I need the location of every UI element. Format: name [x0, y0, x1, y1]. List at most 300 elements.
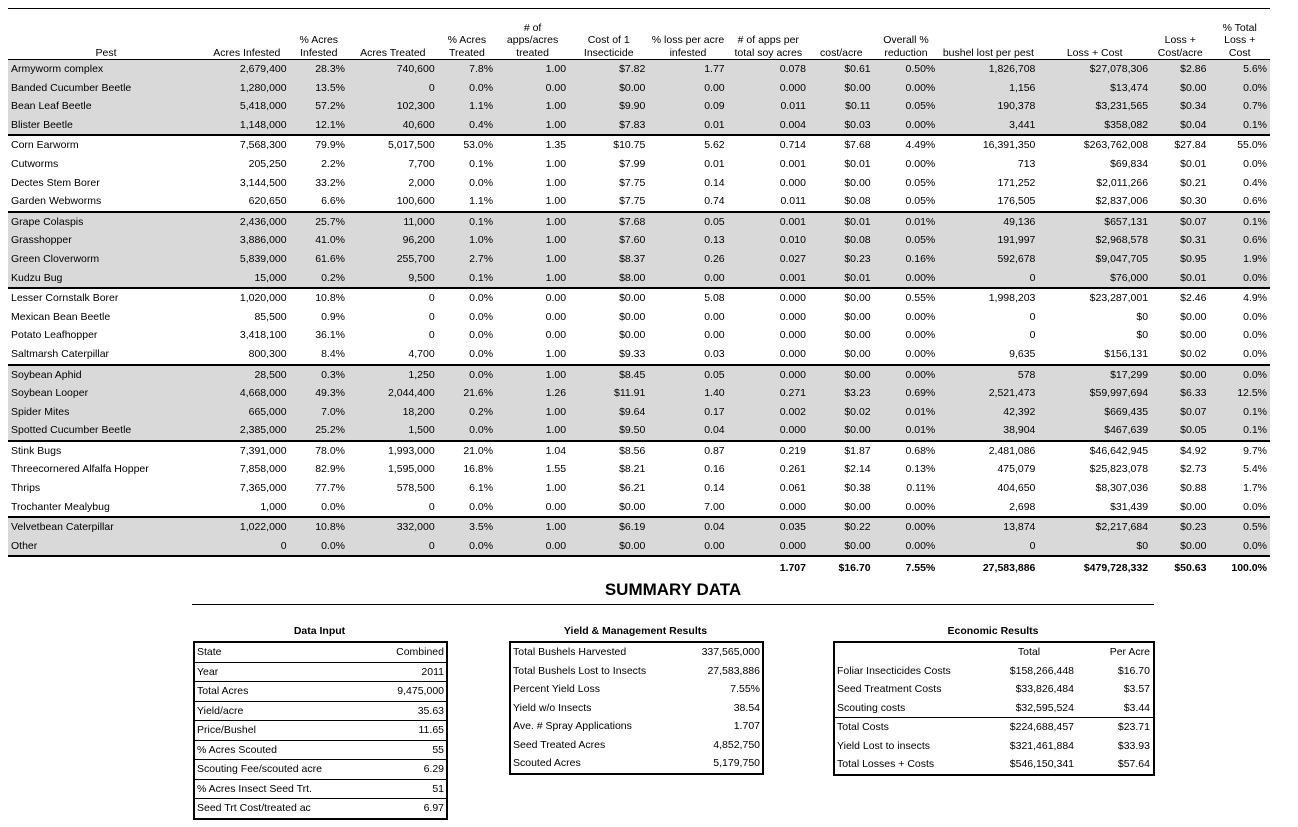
total-cell [204, 556, 290, 579]
table-cell: $2,217,684 [1038, 517, 1151, 537]
table-cell: 16.8% [463, 463, 494, 476]
table-cell: $4.92 [1180, 444, 1207, 457]
table-cell: 1.04 [545, 444, 567, 457]
table-row [8, 537, 1270, 557]
col-header: # of apps per total soy acres [728, 9, 809, 60]
table-cell: 0.87 [704, 444, 725, 457]
data-input-value: Combined [364, 642, 447, 662]
table-cell: 0 [348, 498, 438, 518]
table-cell: 6.1% [469, 482, 494, 495]
table-cell: 3,144,500 [239, 176, 287, 189]
table-cell: 0.0% [1243, 310, 1267, 323]
pest-name-cell: Potato Leafhopper [11, 329, 98, 342]
yield-value: 7.55% [730, 683, 760, 696]
table-cell: 8.4% [290, 345, 348, 365]
table-cell: 0.1% [1209, 421, 1270, 441]
table-cell: 0.00 [545, 310, 567, 323]
pest-name-cell: Dectes Stem Borer [11, 176, 100, 189]
econ-row [834, 737, 1154, 756]
total-cell [438, 556, 496, 579]
table-cell: 102,300 [348, 97, 438, 116]
pest-name-cell: Trochanter Mealybug [8, 498, 204, 518]
table-cell: 0.000 [728, 498, 809, 518]
yield-results-title: Yield & Management Results [563, 625, 708, 637]
table-row [8, 231, 1270, 250]
table-cell: 1,595,000 [387, 463, 435, 476]
data-input-row [194, 662, 447, 682]
yield-value: 1.707 [733, 720, 760, 733]
col-header: bushel lost per pest [938, 9, 1038, 60]
table-cell: 1.00 [496, 345, 569, 365]
yield-value: 4,852,750 [713, 738, 760, 751]
table-row [8, 308, 1270, 327]
table-cell: 0.0% [438, 79, 496, 98]
data-input-value: 55 [364, 740, 447, 760]
table-cell: 740,600 [348, 60, 438, 79]
col-header: % Total Loss + Cost [1209, 9, 1270, 60]
table-cell: 0.261 [779, 463, 806, 476]
table-cell: $2.14 [844, 463, 871, 476]
table-cell: $0.00 [569, 537, 648, 557]
col-header: % Acres Infested [290, 9, 348, 60]
yield-row [510, 642, 763, 662]
table-cell: $2.73 [1180, 463, 1207, 476]
table-cell: 1.26 [496, 384, 569, 403]
econ-header-blank [834, 642, 982, 662]
data-input-value: 6.97 [364, 799, 447, 819]
table-cell: $0.00 [1151, 498, 1209, 518]
yield-value: 5,179,750 [713, 757, 760, 770]
table-cell: 33.2% [315, 176, 345, 189]
table-cell: 1.0% [438, 231, 496, 250]
table-row [8, 79, 1270, 98]
table-cell: 12.5% [1209, 384, 1270, 403]
table-cell: 15,000 [204, 269, 290, 289]
table-cell: 0.00 [496, 79, 569, 98]
table-cell: 0.00 [704, 310, 725, 323]
data-input-label: Year [194, 662, 364, 682]
yield-value: 27,583,886 [707, 664, 760, 677]
table-cell: 0.00% [874, 345, 939, 365]
table-cell: 0.1% [1209, 116, 1270, 136]
summary-title: SUMMARY DATA [192, 580, 1154, 605]
table-cell: 475,079 [997, 463, 1036, 476]
table-cell: $0.01 [1151, 269, 1209, 289]
table-cell: 0.0% [469, 310, 494, 323]
table-cell: 1.00 [496, 231, 569, 250]
total-cell: 27,583,886 [982, 562, 1036, 575]
table-cell: 0.011 [728, 192, 809, 212]
table-cell: $0.22 [809, 517, 874, 537]
table-cell: 404,650 [997, 482, 1036, 495]
table-cell: $0.07 [1151, 403, 1209, 422]
table-cell: 0 [1029, 329, 1036, 342]
table-cell: 2.7% [438, 250, 496, 269]
table-cell: $9.90 [569, 97, 648, 116]
total-cell: 100.0% [1231, 562, 1267, 575]
table-cell: 0.0% [469, 329, 494, 342]
table-cell: 0.1% [1209, 403, 1270, 422]
table-cell: 100,600 [348, 192, 438, 212]
table-cell: 0.0% [1209, 365, 1270, 385]
table-cell: $0.04 [1151, 116, 1209, 136]
table-cell: $25,823,078 [1089, 463, 1149, 476]
table-cell: $17,299 [1038, 365, 1151, 385]
pest-name-cell: Velvetbean Caterpillar [8, 517, 204, 537]
table-cell: 1.00 [496, 365, 569, 385]
table-row [8, 269, 1270, 289]
table-cell: 0.03 [648, 345, 727, 365]
table-cell: 96,200 [348, 231, 438, 250]
table-cell: $6.33 [1151, 384, 1209, 403]
pest-name-cell: Soybean Looper [8, 384, 204, 403]
total-cell [290, 556, 348, 579]
table-cell: $0.00 [809, 345, 874, 365]
table-row [8, 441, 1270, 461]
table-cell: $6.21 [619, 482, 646, 495]
table-cell: $8.45 [569, 365, 648, 385]
table-cell: 40,600 [348, 116, 438, 136]
econ-label: Foliar Insecticides Costs [837, 664, 951, 677]
table-cell: $9.50 [569, 421, 648, 441]
table-row [8, 517, 1270, 537]
table-row [8, 135, 1270, 155]
table-cell: 0.00% [874, 116, 939, 136]
table-cell: 0.00% [874, 269, 939, 289]
econ-row [834, 718, 1154, 737]
econ-label: Yield Lost to insects [837, 739, 930, 752]
pest-name-cell: Blister Beetle [8, 116, 204, 136]
econ-total: $33,826,484 [1015, 683, 1074, 696]
table-cell: $9.33 [569, 345, 648, 365]
table-row [8, 365, 1270, 385]
totals-row [8, 556, 1270, 579]
table-cell: 592,678 [938, 250, 1038, 269]
table-cell: 0.74 [648, 192, 727, 212]
table-cell: $7.99 [619, 157, 646, 170]
table-cell: 0.00 [648, 537, 727, 557]
table-cell: 82.9% [315, 463, 345, 476]
table-cell: $0.00 [809, 537, 874, 557]
econ-row [834, 755, 1154, 775]
table-cell: 0 [428, 292, 435, 305]
table-cell: 0 [938, 537, 1038, 557]
table-cell: 1,148,000 [204, 116, 290, 136]
table-cell: 1.00 [496, 421, 569, 441]
econ-per-acre: $16.70 [1117, 664, 1150, 677]
table-cell: 9.7% [1243, 444, 1267, 457]
table-cell: 49,136 [938, 212, 1038, 232]
table-cell: 0.9% [321, 310, 345, 323]
table-cell: 5.6% [1209, 60, 1270, 79]
table-cell: $0.07 [1151, 212, 1209, 232]
table-cell: $8.00 [569, 269, 648, 289]
table-cell: 800,300 [204, 345, 290, 365]
table-cell: 713 [1017, 157, 1036, 170]
table-cell: $46,642,945 [1089, 444, 1149, 457]
table-cell: 0.13 [648, 231, 727, 250]
table-cell: 0.00 [648, 79, 727, 98]
table-cell: 13.5% [290, 79, 348, 98]
yield-label: Ave. # Spray Applications [513, 720, 632, 733]
total-cell [8, 556, 204, 579]
table-cell: 5,839,000 [204, 250, 290, 269]
table-cell: $657,131 [1038, 212, 1151, 232]
table-cell: 0.0% [469, 292, 494, 305]
pest-name-cell: Spotted Cucumber Beetle [8, 421, 204, 441]
yield-row [510, 680, 763, 699]
table-cell: 2,481,086 [988, 444, 1036, 457]
data-input-label: Seed Trt Cost/treated ac [194, 799, 364, 819]
econ-per-acre: $33.93 [1117, 739, 1150, 752]
table-cell: 0.00 [545, 329, 567, 342]
yield-label: Yield w/o Insects [513, 701, 592, 714]
table-cell: $27,078,306 [1038, 60, 1151, 79]
table-cell: $467,639 [1038, 421, 1151, 441]
table-cell: $0.11 [809, 97, 874, 116]
table-cell: 53.0% [463, 139, 494, 152]
table-cell: 2,698 [938, 498, 1038, 518]
table-cell: $7.75 [619, 176, 646, 189]
table-cell: 7.0% [290, 403, 348, 422]
table-cell: 1.00 [496, 517, 569, 537]
data-input-value: 6.29 [364, 760, 447, 780]
pest-name-cell: Banded Cucumber Beetle [8, 79, 204, 98]
table-cell: 41.0% [290, 231, 348, 250]
data-input-row [194, 701, 447, 721]
pest-name-cell: Spider Mites [8, 403, 204, 422]
table-row [8, 192, 1270, 212]
table-cell: 0.2% [290, 269, 348, 289]
table-cell: 0.05% [874, 97, 939, 116]
table-cell: 25.7% [290, 212, 348, 232]
table-cell: 5,017,500 [387, 139, 435, 152]
table-cell: 0.01% [874, 421, 939, 441]
col-header: Pest [8, 9, 204, 60]
table-cell: 0.0% [290, 537, 348, 557]
pest-name-cell: Soybean Aphid [8, 365, 204, 385]
table-cell: 0.000 [779, 292, 806, 305]
table-cell: $8.37 [569, 250, 648, 269]
table-cell: 1.35 [545, 139, 567, 152]
econ-total: $158,266,448 [1009, 664, 1074, 677]
table-cell: 0.0% [438, 421, 496, 441]
table-cell: 0.00% [905, 329, 936, 342]
table-cell: 0.01% [874, 403, 939, 422]
table-cell: $0.03 [809, 116, 874, 136]
col-header: % loss per acre infested [648, 9, 727, 60]
table-row [8, 345, 1270, 365]
table-cell: $0.30 [1151, 192, 1209, 212]
table-cell: 0.00 [704, 329, 725, 342]
table-cell: 0.6% [1209, 192, 1270, 212]
table-row [8, 288, 1270, 308]
table-cell: 1,993,000 [387, 444, 435, 457]
table-cell: $9,047,705 [1038, 250, 1151, 269]
table-cell: $0.08 [809, 231, 874, 250]
table-row [8, 116, 1270, 136]
data-input-value: 2011 [364, 662, 447, 682]
table-cell: 1.00 [496, 269, 569, 289]
table-cell: 78.0% [315, 444, 345, 457]
data-input-value: 51 [364, 779, 447, 799]
table-cell: 0.00 [545, 292, 567, 305]
table-cell: 0.4% [438, 116, 496, 136]
table-cell: 85,500 [254, 310, 287, 323]
table-cell: 0.01 [648, 116, 727, 136]
table-cell: $7.83 [569, 116, 648, 136]
table-cell: $27.84 [1174, 139, 1207, 152]
table-cell: $0.31 [1151, 231, 1209, 250]
econ-label: Total Costs [837, 721, 889, 734]
table-cell: 1,022,000 [204, 517, 290, 537]
table-cell: $0.00 [1151, 537, 1209, 557]
col-header: # of apps/acres treated [496, 9, 569, 60]
table-cell: 0.010 [728, 231, 809, 250]
econ-per-acre: $3.57 [1123, 683, 1150, 696]
table-cell: 3.5% [438, 517, 496, 537]
table-cell: 21.6% [438, 384, 496, 403]
table-cell: $1.87 [844, 444, 871, 457]
table-cell: 5.62 [704, 139, 725, 152]
yield-row [510, 662, 763, 681]
data-input-row [194, 721, 447, 741]
table-cell: 0.55% [905, 292, 936, 305]
table-cell: 0.0% [438, 537, 496, 557]
yield-row [510, 699, 763, 718]
table-cell: 0.26 [648, 250, 727, 269]
pest-name-cell: Armyworm complex [8, 60, 204, 79]
table-cell: $0.61 [809, 60, 874, 79]
table-cell: $263,762,008 [1083, 139, 1149, 152]
table-cell: 0.00% [874, 517, 939, 537]
table-cell: 61.6% [290, 250, 348, 269]
table-cell: $13,474 [1038, 79, 1151, 98]
table-cell: $2.46 [1180, 292, 1207, 305]
table-cell: 0.3% [290, 365, 348, 385]
table-cell: 4.9% [1243, 292, 1267, 305]
table-cell: $156,131 [1038, 345, 1151, 365]
table-cell: $3,231,565 [1038, 97, 1151, 116]
table-cell: 1.00 [545, 176, 567, 189]
table-cell: $0.00 [809, 421, 874, 441]
table-cell: $0.34 [1151, 97, 1209, 116]
table-cell: 7,365,000 [239, 482, 287, 495]
pest-name-cell: Bean Leaf Beetle [8, 97, 204, 116]
table-cell: 1.1% [438, 192, 496, 212]
total-cell [648, 556, 727, 579]
table-cell: 1.00 [545, 482, 567, 495]
table-cell: $0.00 [844, 176, 871, 189]
table-cell: 2,385,000 [204, 421, 290, 441]
table-cell: 2,521,473 [938, 384, 1038, 403]
col-header: Loss + Cost [1038, 9, 1151, 60]
table-cell: 1.00 [496, 97, 569, 116]
yield-label: Total Bushels Harvested [513, 646, 627, 659]
table-cell: 0 [428, 310, 435, 323]
table-cell: $0.95 [1151, 250, 1209, 269]
table-cell: 0.0% [1243, 157, 1267, 170]
col-header: % Acres Treated [438, 9, 496, 60]
table-cell: 18,200 [348, 403, 438, 422]
table-cell: 0.000 [779, 329, 806, 342]
table-cell: 0.2% [438, 403, 496, 422]
pest-name-cell: Saltmarsh Caterpillar [8, 345, 204, 365]
table-cell: 2,044,400 [348, 384, 438, 403]
table-cell: $8.21 [619, 463, 646, 476]
econ-row [834, 699, 1154, 718]
table-cell: 190,378 [938, 97, 1038, 116]
table-cell: 0.0% [1209, 79, 1270, 98]
table-cell: $0.00 [809, 365, 874, 385]
pest-name-cell: Other [8, 537, 204, 557]
data-input-box [193, 641, 448, 820]
econ-header-row [834, 642, 1154, 662]
econ-row [834, 680, 1154, 699]
data-input-value: 11.65 [364, 721, 447, 741]
table-cell: $0.02 [809, 403, 874, 422]
table-cell: 0.1% [469, 157, 494, 170]
table-row [8, 250, 1270, 269]
table-cell: 1.9% [1209, 250, 1270, 269]
data-input-row [194, 760, 447, 780]
table-cell: $358,082 [1038, 116, 1151, 136]
table-cell: $0.00 [1151, 79, 1209, 98]
table-cell: 0.219 [779, 444, 806, 457]
table-cell: $2,011,266 [1096, 176, 1149, 189]
table-cell: 4,700 [348, 345, 438, 365]
data-input-label: % Acres Insect Seed Trt. [194, 779, 364, 799]
col-header: Acres Treated [348, 9, 438, 60]
table-cell: 0.000 [779, 176, 806, 189]
table-cell: 0.0% [438, 365, 496, 385]
table-cell: 0.09 [648, 97, 727, 116]
table-cell: $0.00 [1180, 310, 1207, 323]
table-cell: 4.49% [905, 139, 936, 152]
table-cell: $2,968,578 [1038, 231, 1151, 250]
table-cell: $7.82 [569, 60, 648, 79]
table-cell: 1.00 [545, 157, 567, 170]
table-cell: $0.00 [844, 310, 871, 323]
table-cell: 4,668,000 [204, 384, 290, 403]
table-cell: $7.68 [569, 212, 648, 232]
econ-total: $546,150,341 [1009, 758, 1074, 771]
table-cell: 0.68% [905, 444, 936, 457]
table-cell: $2.86 [1151, 60, 1209, 79]
table-cell: 5,418,000 [204, 97, 290, 116]
econ-per-acre: $3.44 [1077, 699, 1154, 718]
table-cell: $0 [1136, 310, 1149, 323]
table-cell: $8.56 [619, 444, 646, 457]
econ-per-acre: $57.64 [1117, 758, 1150, 771]
table-cell: 0.01 [704, 157, 725, 170]
table-cell: 25.2% [290, 421, 348, 441]
table-cell: 191,997 [938, 231, 1038, 250]
table-cell: 665,000 [204, 403, 290, 422]
table-cell: 0.00% [874, 365, 939, 385]
table-cell: 0.17 [648, 403, 727, 422]
table-cell: 1.00 [496, 60, 569, 79]
table-cell: $0.01 [809, 269, 874, 289]
table-cell: 0 [428, 329, 435, 342]
table-cell: $0.00 [1180, 329, 1207, 342]
table-cell: 0.00 [496, 537, 569, 557]
econ-label: Total Losses + Costs [837, 758, 935, 771]
table-cell: 2,000 [408, 176, 435, 189]
table-cell: 12.1% [290, 116, 348, 136]
pest-name-cell: Grasshopper [8, 231, 204, 250]
table-cell: 0.000 [728, 365, 809, 385]
